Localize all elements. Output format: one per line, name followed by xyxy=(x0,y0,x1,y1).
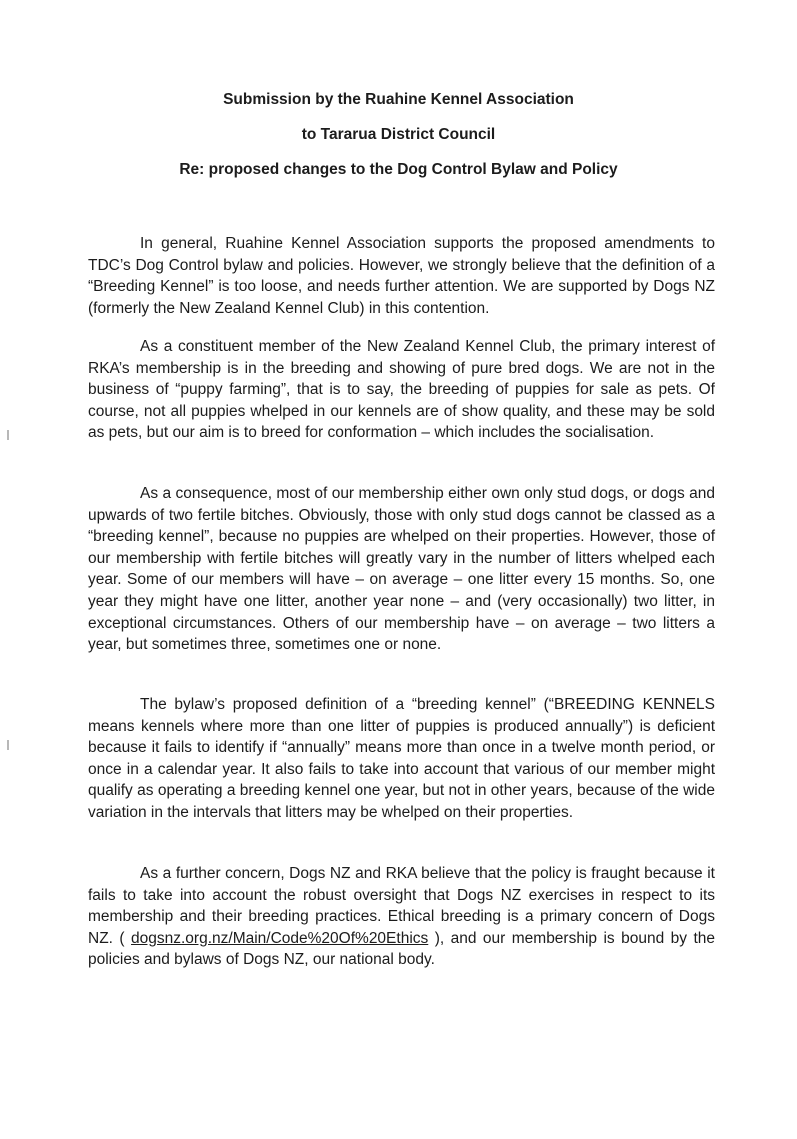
title-line-2: to Tararua District Council xyxy=(301,126,496,143)
paragraph-4 xyxy=(88,694,715,824)
ethics-link[interactable]: dogsnz.org.nz/Main/Code%20Of%20Ethics xyxy=(131,929,429,947)
paragraph-2 xyxy=(88,336,715,444)
paragraph-1-text: In general, Ruahine Kennel Association supports the proposed amendments to TDC’s Dog Control bylaw and policies. However, we strongly believe that the definition of a “Breeding Kennel” is too loose, and needs further attention. We are supported by Dogs NZ (formerly the New Zealand Kennel Club) in this contention. xyxy=(88,235,715,317)
paragraph-5-text-before: As a further concern, Dogs NZ and RKA believe that the policy is fraught because it fails to take into account the robust oversight that Dogs NZ exercises in respect to its membership and their breeding practices. Ethical breeding is a primary concern of Dogs NZ. ( xyxy=(88,865,715,947)
paragraph-1 xyxy=(88,233,715,319)
scan-mark xyxy=(7,430,9,440)
paragraph-4-text: The bylaw’s proposed definition of a “breeding kennel” (“BREEDING KENNELS means kennels where more than one litter of puppies is produced annually”) is deficient because it fails to identify if “annually” means more than once in a twelve month period, or once in a calendar year. It also fails to take into account that various of our member might qualify as operating a breeding kennel one year, but not in other years, because of the wide variation in the intervals that litters may be whelped on their properties. xyxy=(88,696,715,821)
title-line-3: Re: proposed changes to the Dog Control Bylaw and Policy xyxy=(179,161,618,178)
paragraph-3 xyxy=(88,483,715,656)
paragraph-5 xyxy=(88,863,715,971)
paragraph-2-text: As a constituent member of the New Zealand Kennel Club, the primary interest of RKA’s membership is in the breeding and showing of pure bred dogs. We are not in the business of “puppy farming”, that is to say, the breeding of puppies for sale as pets. Of course, not all puppies whelped in our kennels are of show quality, and these may be sold as pets, but our aim is to breed for conformation – which includes the socialisation. xyxy=(88,338,715,442)
title-line-1: Submission by the Ruahine Kennel Association xyxy=(223,91,574,108)
scan-mark xyxy=(7,740,9,750)
paragraph-3-text: As a consequence, most of our membership either own only stud dogs, or dogs and upwards of two fertile bitches. Obviously, those with only stud dogs cannot be classed as a “breeding kennel”, because no puppies are whelped on their properties. However, those of our membership with fertile bitches will greatly vary in the number of litters whelped each year. Some of our members will have – on average – one litter every 15 months. So, one year they might have one litter, another year none – and (very occasionally) two litter, in exceptional circumstances. Others of our membership have – on average – two litters a year, but sometimes three, sometimes one or none. xyxy=(88,485,715,654)
paragraph-5-text-after: ), and our membership is bound by the policies and bylaws of Dogs NZ, our national body. xyxy=(88,929,715,969)
